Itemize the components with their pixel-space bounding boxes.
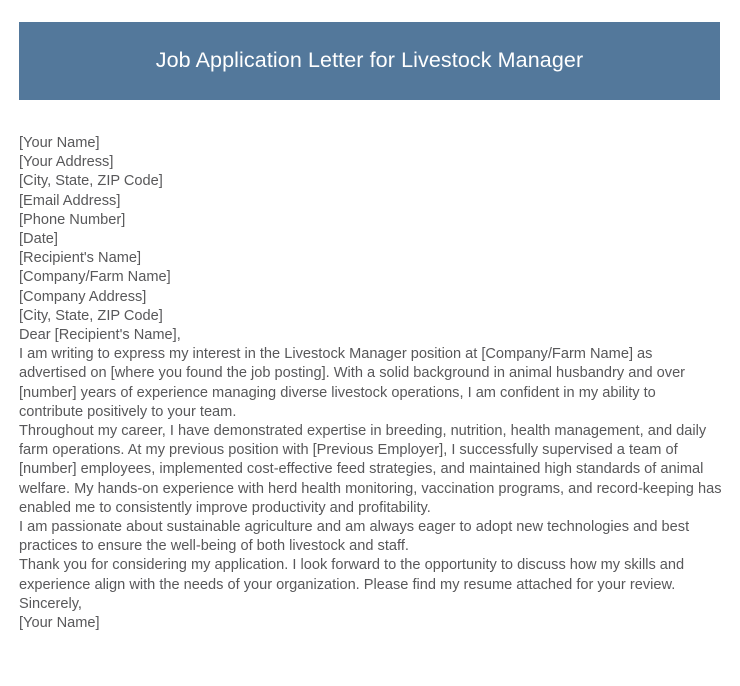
letter-paragraph: I am writing to express my interest in the Livestock Manager position at [Company/Farm Name] as advertised on [where you found the job posting]. With a solid background in animal husbandry and over [number] years of experience managing diverse livestock operations, I am confident in my ability to contribute positively to your team. — [19, 346, 686, 420]
sender-line: [City, State, ZIP Code] — [19, 173, 163, 190]
sender-line: [Your Address] — [19, 154, 114, 171]
recipient-address-block — [19, 249, 722, 326]
letter-paragraph: I am passionate about sustainable agriculture and am always eager to adopt new technologies and best practices to ensure the well-being of both livestock and staff. — [19, 519, 690, 555]
sender-line: [Email Address] — [19, 192, 121, 209]
page-title: Job Application Letter for Livestock Manager — [155, 48, 584, 73]
letter-paragraph: Thank you for considering my application. I look forward to the opportunity to discuss how my skills and experience align with the needs of your organization. Please find my resume attached for your review. — [19, 557, 685, 593]
letter-body — [19, 134, 722, 633]
header-banner — [19, 22, 720, 100]
recipient-line: [Company/Farm Name] — [19, 269, 171, 286]
sender-line: [Your Name] — [19, 135, 100, 151]
recipient-line: [Recipient's Name] — [19, 250, 142, 267]
signature-name: [Your Name] — [19, 615, 100, 632]
recipient-line: [Company Address] — [19, 288, 147, 305]
salutation: Dear [Recipient's Name], — [19, 327, 181, 344]
recipient-line: [City, State, ZIP Code] — [19, 307, 163, 324]
sender-address-block — [19, 134, 722, 249]
sender-line: [Phone Number] — [19, 211, 126, 228]
sender-line: [Date] — [19, 231, 58, 248]
letter-paragraph: Throughout my career, I have demonstrated expertise in breeding, nutrition, health management, and daily farm operations. At my previous position with [Previous Employer], I successfully supervised a team of [number] employees, implemented cost-effective feed strategies, and maintained high standards of animal welfare. My hands-on experience with herd health monitoring, vaccination programs, and record-keeping has enabled me to consistently improve productivity and profitability. — [19, 423, 722, 516]
closing: Sincerely, — [19, 595, 82, 612]
